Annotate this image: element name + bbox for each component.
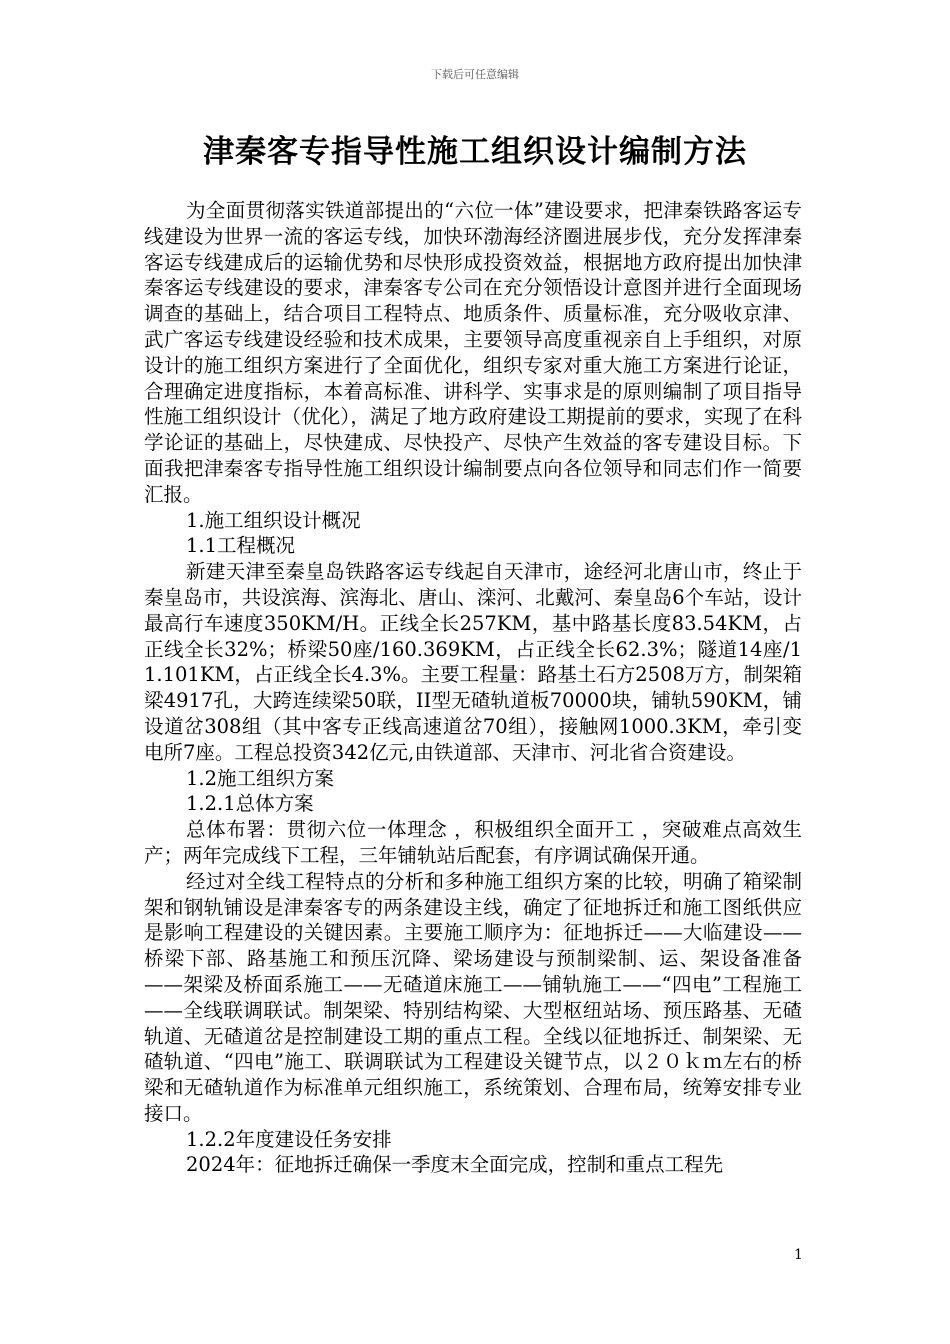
section-heading-1-1: 1.1工程概况 [186,534,296,558]
document-body [144,198,802,1178]
project-overview-paragraph: 新建天津至秦皇岛铁路客运专线起自天津市，途经河北唐山市，终止于秦皇岛市，共设滨海、滨海北、唐山、滦河、北戴河、秦皇岛6个车站，设计最高行车速度350KM/H。正线全长257KM，基中路基长度83.54KM，占正线全长32%；桥梁50座/160.369KM，占正线全长62.3%；隧道14座/11.101KM，占正线全长4.3%。主要工程量：路基土石方2508万方，制架箱梁4917孔，大跨连续梁50联，II型无碴轨道板70000块，铺轨590KM，铺设道岔308组（其中客专正线高速道岔70组），接触网1000.3KM，牵引变电所7座。工程总投资342亿元,由铁道部、天津市、河北省合资建设。 [144,560,802,764]
document-title: 津秦客专指导性施工组织设计编制方法 [203,134,747,170]
section-heading-1-2: 1.2施工组织方案 [186,766,335,790]
section-heading-1-2-2: 1.2.2年度建设任务安排 [186,1127,392,1151]
overall-plan-paragraph: 总体布署：贯彻六位一体理念 ，积极组织全面开工 ，突破难点高效生产；两年完成线下工程，三年铺轨站后配套，有序调试确保开通。 [144,818,802,867]
intro-paragraph: 为全面贯彻落实铁道部提出的“六位一体”建设要求，把津秦铁路客运专线建设为世界一流的客运专线，加快环渤海经济圈进展步伐，充分发挥津秦客运专线建成后的运输优势和尽快形成投资效益，根据地方政府提出加快津秦客运专线建设的要求，津秦客专公司在充分领悟设计意图并进行全面现场调查的基础上，结合项目工程特点、地质条件、质量标准，充分吸收京津、武广客运专线建设经验和技术成果，主要领导高度重视亲自上手组织，对原设计的施工组织方案进行了全面优化，组织专家对重大施工方案进行论证，合理确定进度指标，本着高标准、讲科学、实事求是的原则编制了项目指导性施工组织设计（优化），满足了地方政府建设工期提前的要求，实现了在科学论证的基础上，尽快建成、尽快投产、尽快产生效益的客专建设目标。下面我把津秦客专指导性施工组织设计编制要点向各位领导和同志们作一简要汇报。 [144,199,802,506]
section-heading-1: 1.施工组织设计概况 [186,508,361,532]
construction-sequence-paragraph: 经过对全线工程特点的分析和多种施工组织方案的比较，明确了箱梁制架和钢轨铺设是津秦客专的两条建设主线，确定了征地拆迁和施工图纸供应是影响工程建设的关键因素。主要施工顺序为：征地拆迁——大临建设——桥梁下部、路基施工和预压沉降、梁场建设与预制梁制、运、架设备准备——架梁及桥面系施工——无碴道床施工——铺轨施工——“四电”工程施工——全线联调联试。制架梁、特别结构梁、大型枢纽站场、预压路基、无碴轨道、无碴道岔是控制建设工期的重点工程。全线以征地拆迁、制架梁、无碴轨道、“四电”施工、联调联试为工程建设关键节点，以２０ｋｍ左右的桥梁和无碴轨道作为标准单元组织施工，系统策划、合理布局，统筹安排专业接口。 [144,869,802,1125]
header-note: 下载后可任意编辑 [431,68,519,81]
annual-task-paragraph: 2024年：征地拆迁确保一季度末全面完成，控制和重点工程先 [186,1153,724,1177]
section-heading-1-2-1: 1.2.1总体方案 [186,792,314,816]
page-number: 1 [794,1247,803,1263]
